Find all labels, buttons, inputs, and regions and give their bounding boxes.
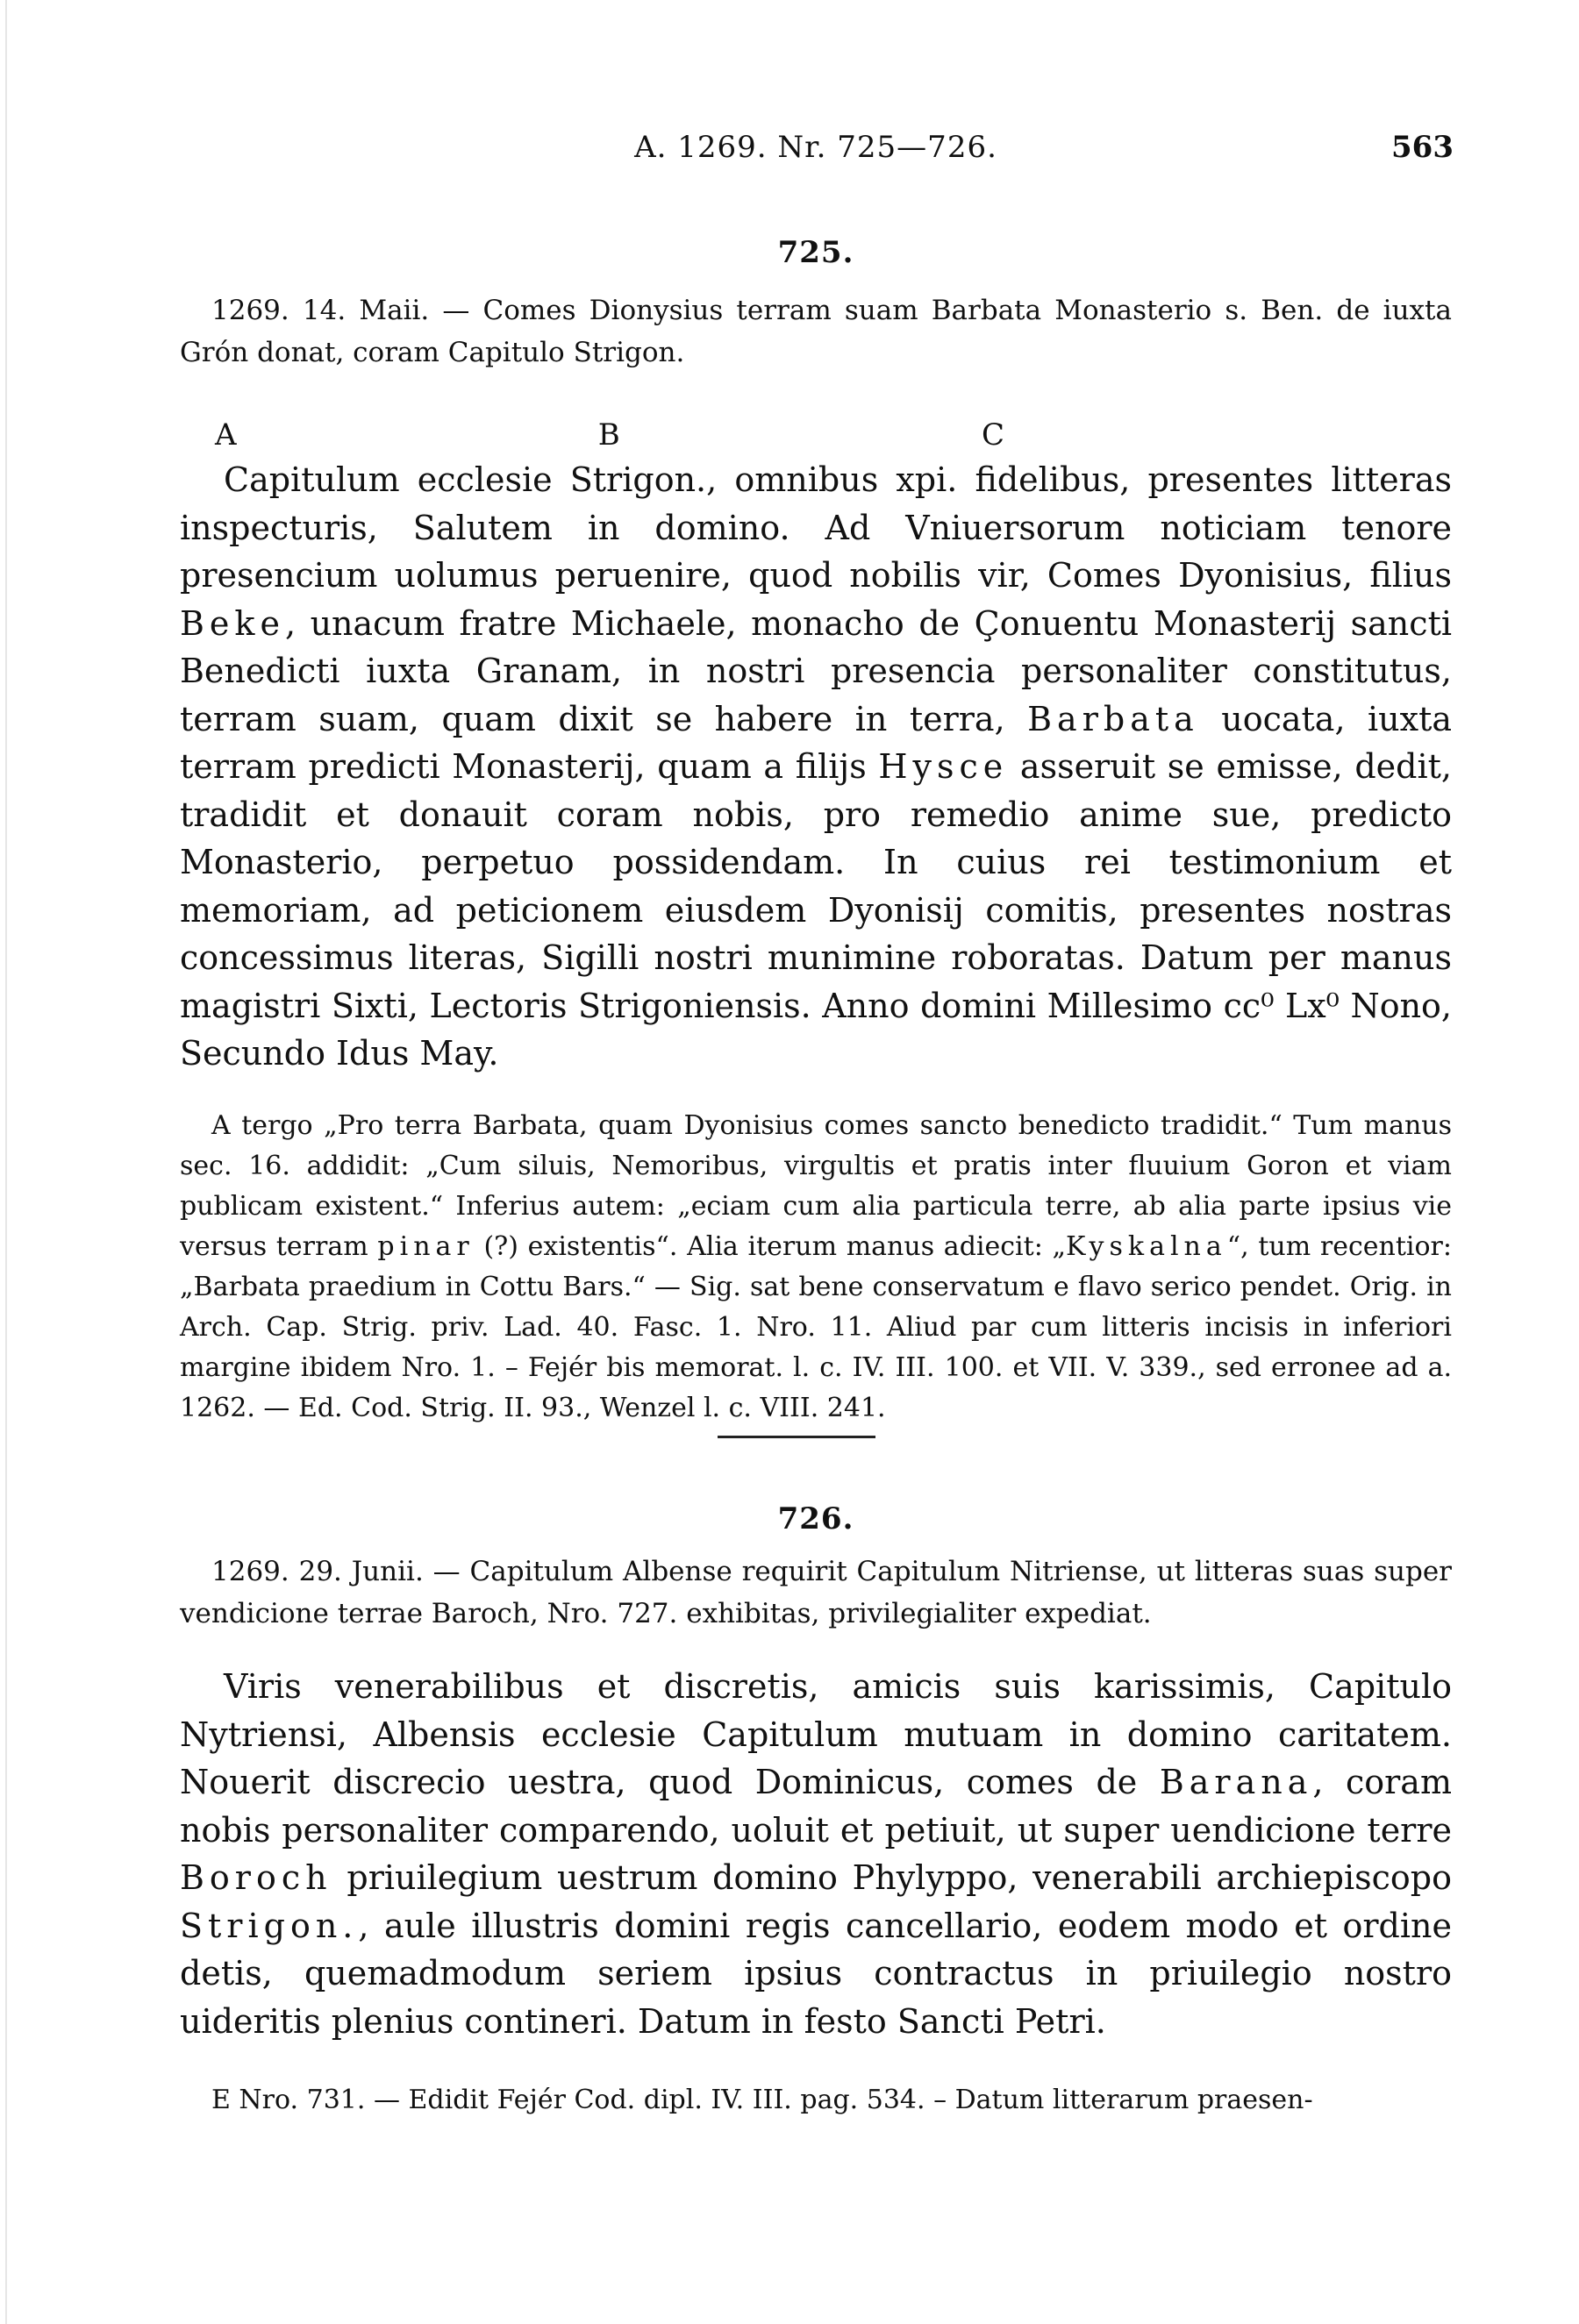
document-number: 725. xyxy=(777,235,854,270)
witness-marks xyxy=(215,417,1004,453)
spaced-name: Hysce xyxy=(878,747,1009,786)
text-segment: Viris venerabilibus et discretis, amicis suis karissimis, Capitulo Nytriensi, Albensis ecclesie Capitulum mutuam in domino caritatem. Nouerit discrecio uestra, quod Dominicus, comes de xyxy=(180,1667,1452,1801)
witness-mark-c: C xyxy=(981,417,1004,453)
regest xyxy=(180,1551,1452,1635)
page-number: 563 xyxy=(1391,130,1454,165)
spaced-name: pinar xyxy=(377,1230,475,1262)
witness-mark-b: B xyxy=(597,417,620,453)
spaced-name: Barbata xyxy=(1027,699,1199,738)
document-number: 726. xyxy=(777,1501,854,1536)
editorial-note xyxy=(180,1106,1452,1429)
text-segment: , coram nobis personaliter comparendo, uoluit et petiuit, ut super uendicione terre xyxy=(180,1763,1452,1850)
spaced-name: Barana xyxy=(1159,1763,1313,1801)
spaced-name: Beke xyxy=(180,603,285,643)
text-segment: (?) existentis“. Alia iterum manus adiecit: „ xyxy=(474,1230,1067,1262)
text-segment: asseruit se emisse, dedit, tradidit et donauit coram nobis, pro remedio anime sue, predicto Monasterio, perpetuo possidendam. In cuius rei testimonium et memoriam, ad peticionem eiusdem Dyonisij comitis, presentes nostras concessimus literas, Sigilli nostri munimine roboratas. Datum per manus magistri Sixti, Lectoris Strigoniensis. Anno domini Millesimo cc⁰ Lx⁰ Nono, Secundo Idus May. xyxy=(180,747,1452,1073)
editorial-note: E Nro. 731. — Edidit Fejér Cod. dipl. IV. III. pag. 534. – Datum litterarum praesen- xyxy=(211,2085,1313,2115)
text-segment: “, tum recentior: „Barbata praedium in Cottu Bars.“ — Sig. sat bene conservatum e flavo serico pendet. Orig. in Arch. Cap. Strig. priv. Lad. 40. Fasc. 1. Nro. 11. Aliud par cum litteris incisis in inferiori margine ibidem Nro. 1. – Fejér bis memorat. l. c. IV. III. 100. et VII. V. 339., sed erronee ad a. 1262. — Ed. Cod. Strig. II. 93., Wenzel l. c. VIII. 241. xyxy=(180,1230,1452,1423)
regest-summary: — Comes Dionysius terram suam Barbata Monasterio s. Ben. de iuxta Grón donat, coram Capitulo Strigon. xyxy=(180,295,1452,368)
text-segment: , unacum fratre Michaele, monacho de Çonuentu Monasterij sancti Benedicti iuxta Granam, in nostri presencia personaliter constitutus, terram suam, quam dixit se habere in terra, xyxy=(180,603,1452,738)
text-segment: , aule illustris domini regis cancellario, eodem modo et ordine detis, quemadmodum seriem ipsius contractus in priuilegio nostro uideritis plenius contineri. Datum in festo Sancti Petri. xyxy=(180,1906,1452,2041)
spaced-name: Kyskalna xyxy=(1066,1230,1227,1262)
regest-date: 1269. 29. Junii. xyxy=(211,1556,424,1587)
charter-text xyxy=(180,456,1452,1078)
charter-text xyxy=(180,1663,1452,2045)
regest-date: 1269. 14. Maii. xyxy=(211,295,430,326)
scan-margin-edge xyxy=(5,0,7,2324)
running-head: A. 1269. Nr. 725—726. xyxy=(634,130,997,165)
regest-summary: — Capitulum Albense requirit Capitulum Nitriense, ut litteras suas super vendicione terrae Baroch, Nro. 727. exhibitas, privilegialiter expediat. xyxy=(180,1556,1453,1629)
witness-mark-a: A xyxy=(215,417,237,453)
section-divider xyxy=(718,1436,875,1438)
text-segment: A tergo „Pro terra Barbata, quam Dyonisius comes sancto benedicto tradidit.“ Tum manus sec. 16. addidit: „Cum siluis, Nemoribus, virgultis et pratis inter fluuium Goron et viam publicam existent.“ Inferius autem: „eciam cum alia particula terre, ab alia parte ipsius vie versus terram xyxy=(180,1109,1452,1262)
spaced-name: Strigon. xyxy=(180,1906,359,1945)
document-725 xyxy=(180,235,1452,1429)
text-segment: uocata, iuxta terram predicti Monasterij, quam a filijs xyxy=(180,699,1452,786)
spaced-name: Boroch xyxy=(180,1858,332,1897)
regest xyxy=(180,289,1452,374)
document-726 xyxy=(180,1501,1452,2121)
text-segment: priuilegium uestrum domino Phylyppo, venerabili archiepiscopo xyxy=(332,1858,1452,1897)
text-segment: Capitulum ecclesie Strigon., omnibus xpi. fidelibus, presentes litteras inspecturis, Salutem in domino. Ad Vniuersorum noticiam tenore presencium uolumus peruenire, quod nobilis vir, Comes Dyonisius, filius xyxy=(180,460,1452,595)
